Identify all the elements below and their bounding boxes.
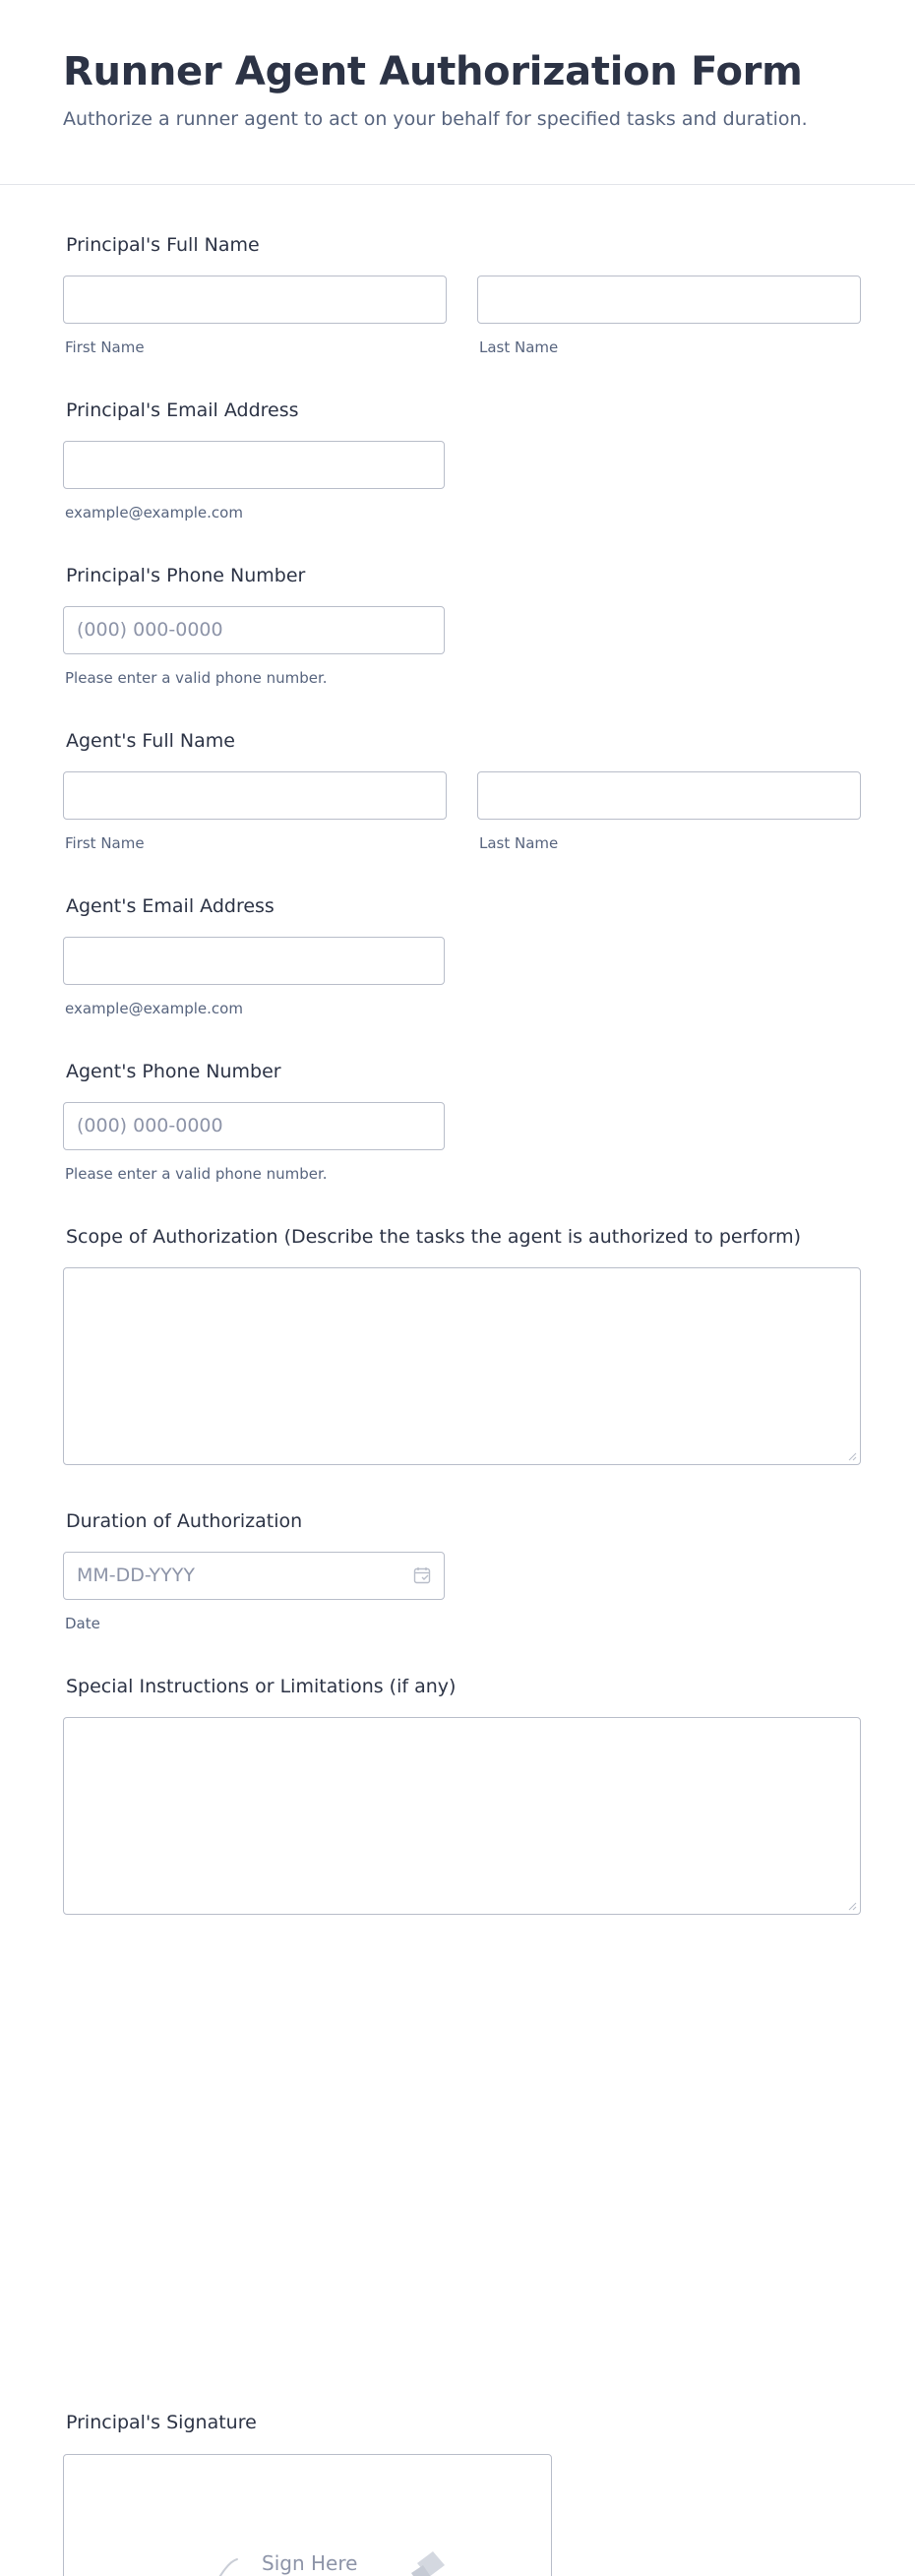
duration-sublabel: Date	[65, 1615, 100, 1632]
signature-label: Principal's Signature	[66, 2412, 257, 2433]
agent-last-name-input[interactable]	[477, 771, 861, 820]
principal-phone-sublabel: Please enter a valid phone number.	[65, 669, 328, 687]
agent-email-sublabel: example@example.com	[65, 1000, 243, 1017]
form-header	[0, 0, 915, 185]
agent-first-name-input[interactable]	[63, 771, 447, 820]
principal-email-sublabel: example@example.com	[65, 504, 243, 521]
principal-email-input[interactable]	[63, 441, 445, 489]
agent-email-input[interactable]	[63, 937, 445, 985]
instructions-label: Special Instructions or Limitations (if any)	[66, 1676, 457, 1697]
agent-name-label: Agent's Full Name	[66, 730, 235, 752]
calendar-icon[interactable]	[413, 1566, 431, 1584]
form-subtitle: Authorize a runner agent to act on your behalf for specified tasks and duration.	[63, 108, 808, 130]
principal-last-name-input[interactable]	[477, 276, 861, 324]
agent-phone-placeholder: (000) 000-0000	[77, 1115, 223, 1136]
principal-last-name-sublabel: Last Name	[479, 338, 559, 356]
form-title: Runner Agent Authorization Form	[63, 49, 803, 94]
resize-grip-icon[interactable]	[847, 1901, 857, 1911]
signature-prompt: Sign Here	[262, 2551, 358, 2575]
resize-grip-icon[interactable]	[847, 1451, 857, 1461]
agent-email-label: Agent's Email Address	[66, 895, 274, 917]
signature-pad[interactable]	[63, 2454, 552, 2576]
principal-first-name-sublabel: First Name	[65, 338, 145, 356]
pen-icon	[403, 2544, 453, 2576]
principal-phone-input[interactable]	[63, 606, 445, 654]
signature-scribble-icon	[202, 2553, 261, 2576]
scope-textarea[interactable]	[63, 1267, 861, 1465]
agent-phone-label: Agent's Phone Number	[66, 1061, 281, 1082]
agent-last-name-sublabel: Last Name	[479, 834, 559, 852]
scope-label: Scope of Authorization (Describe the tasks the agent is authorized to perform)	[66, 1226, 802, 1248]
principal-email-label: Principal's Email Address	[66, 399, 299, 421]
agent-phone-sublabel: Please enter a valid phone number.	[65, 1165, 328, 1183]
agent-phone-input[interactable]	[63, 1102, 445, 1150]
duration-date-input[interactable]	[63, 1552, 445, 1600]
instructions-textarea[interactable]	[63, 1717, 861, 1915]
principal-phone-placeholder: (000) 000-0000	[77, 619, 223, 641]
principal-name-label: Principal's Full Name	[66, 234, 260, 256]
duration-date-placeholder: MM-DD-YYYY	[77, 1564, 195, 1586]
principal-phone-label: Principal's Phone Number	[66, 565, 306, 586]
principal-first-name-input[interactable]	[63, 276, 447, 324]
agent-first-name-sublabel: First Name	[65, 834, 145, 852]
duration-label: Duration of Authorization	[66, 1510, 303, 1532]
